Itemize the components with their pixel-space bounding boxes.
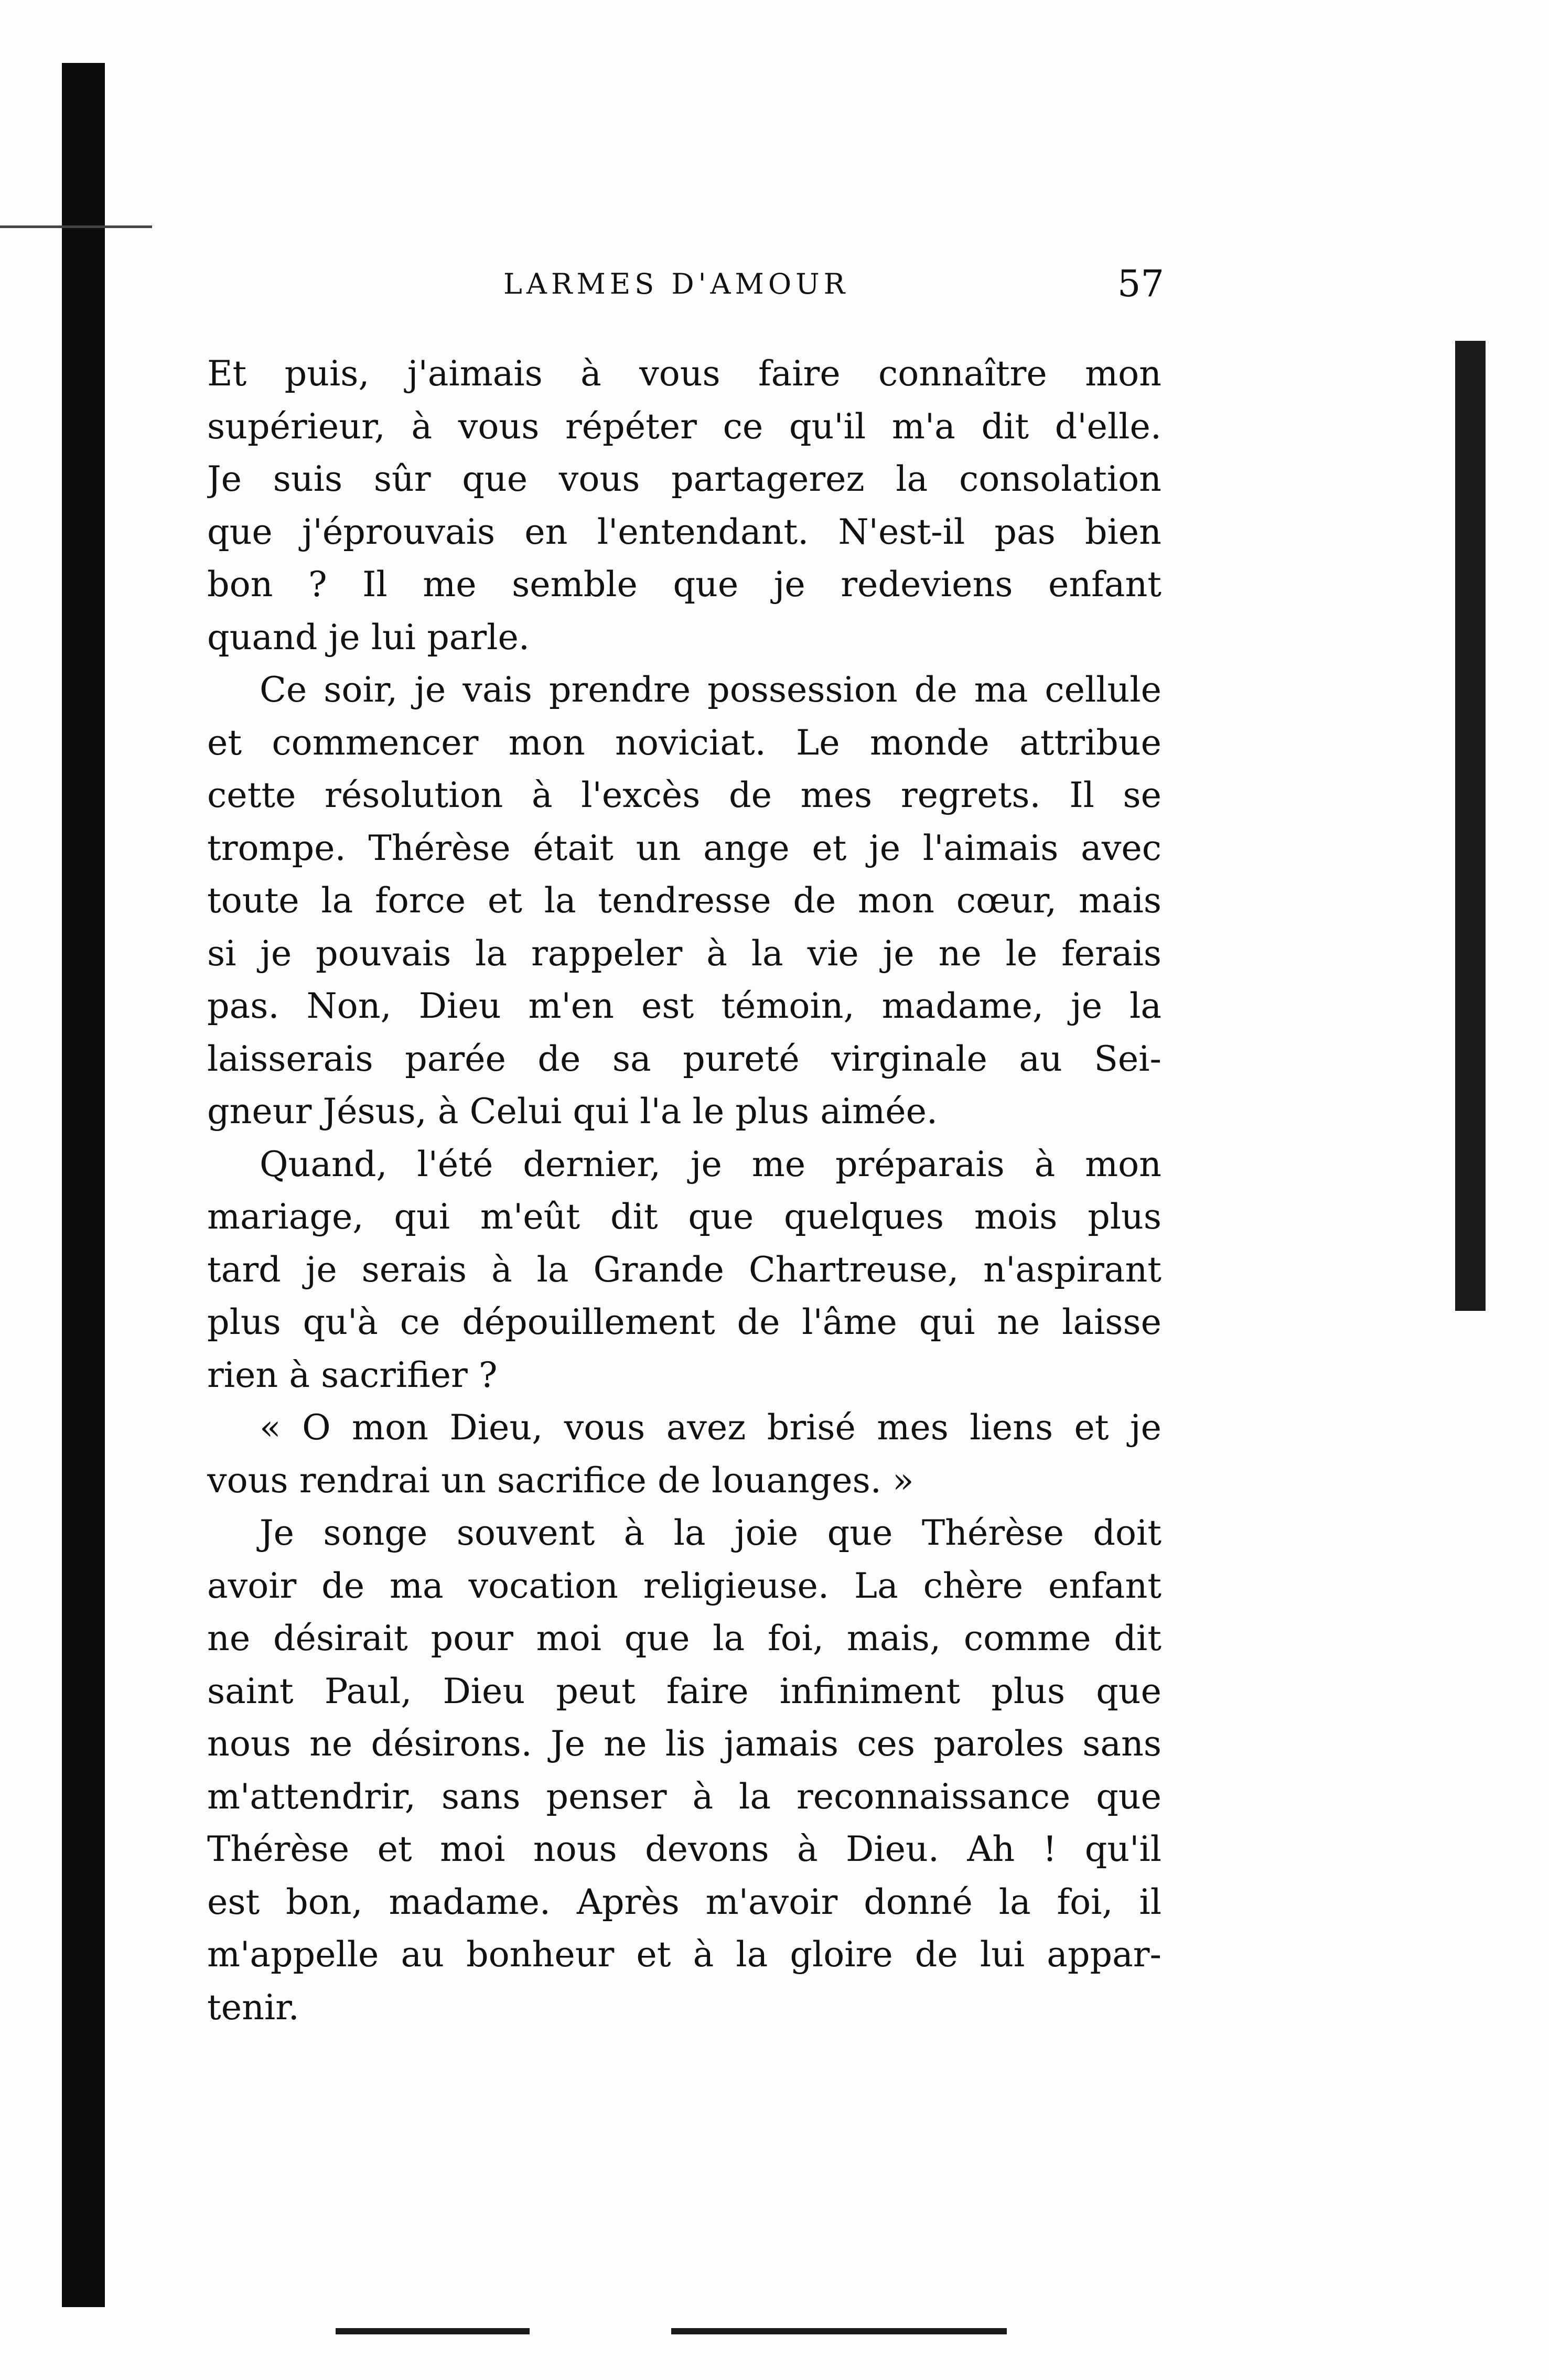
- text-line: et commencer mon noviciat. Le monde attribue: [207, 721, 1161, 763]
- text-line: vous rendrai un sacrifice de louanges. »: [207, 1459, 914, 1501]
- text-line: m'attendrir, sans penser à la reconnaissance que: [207, 1775, 1161, 1817]
- text-line: avoir de ma vocation religieuse. La chère enfant: [207, 1565, 1161, 1606]
- body-text: [207, 347, 1161, 2033]
- text-line: Ce soir, je vais prendre possession de ma cellule: [260, 669, 1161, 710]
- text-line: nous ne désirons. Je ne lis jamais ces paroles sans: [207, 1723, 1161, 1764]
- text-line: bon ? Il me semble que je redeviens enfant: [207, 564, 1161, 605]
- text-line: cette résolution à l'excès de mes regrets. Il se: [207, 774, 1161, 815]
- text-line: que j'éprouvais en l'entendant. N'est-il pas bien: [207, 511, 1161, 552]
- text-line: « O mon Dieu, vous avez brisé mes liens et je: [260, 1407, 1161, 1448]
- text-line: quand je lui parle.: [207, 616, 530, 658]
- text-line: Je songe souvent à la joie que Thérèse doit: [260, 1512, 1161, 1553]
- text-line: pas. Non, Dieu m'en est témoin, madame, je la: [207, 985, 1161, 1026]
- text-line: laisserais parée de sa pureté virginale au Sei-: [207, 1038, 1161, 1079]
- text-line: Quand, l'été dernier, je me préparais à mon: [260, 1143, 1161, 1184]
- text-line: tenir.: [207, 1986, 299, 2028]
- text-line: saint Paul, Dieu peut faire infiniment plus que: [207, 1670, 1161, 1711]
- text-line: rien à sacrifier ?: [207, 1354, 498, 1395]
- text-line: Thérèse et moi nous devons à Dieu. Ah ! qu'il: [207, 1828, 1161, 1869]
- page-number: 57: [1117, 262, 1164, 305]
- text-line: trompe. Thérèse était un ange et je l'aimais avec: [207, 827, 1161, 868]
- scan-artifact-rule: [509, 2328, 530, 2334]
- scan-artifact-line: [0, 225, 152, 228]
- text-line: m'appelle au bonheur et à la gloire de lui appar-: [207, 1934, 1161, 1975]
- running-title: LARMES D'AMOUR: [503, 267, 849, 300]
- binding-shadow-right: [1455, 341, 1486, 1311]
- text-line: gneur Jésus, à Celui qui l'a le plus aimée.: [207, 1091, 938, 1132]
- text-line: ne désirait pour moi que la foi, mais, comme dit: [207, 1618, 1161, 1659]
- binding-shadow-left: [62, 63, 105, 2307]
- scan-artifact-rule: [671, 2328, 1007, 2334]
- text-line: plus qu'à ce dépouillement de l'âme qui ne laisse: [207, 1301, 1161, 1342]
- text-line: supérieur, à vous répéter ce qu'il m'a dit d'elle.: [207, 405, 1161, 447]
- text-line: mariage, qui m'eût dit que quelques mois plus: [207, 1196, 1161, 1237]
- text-line: Je suis sûr que vous partagerez la consolation: [207, 458, 1161, 499]
- text-line: tard je serais à la Grande Chartreuse, n'aspirant: [207, 1248, 1161, 1290]
- scan-artifact-rule: [336, 2328, 514, 2334]
- text-line: si je pouvais la rappeler à la vie je ne le ferais: [207, 932, 1161, 974]
- text-line: toute la force et la tendresse de mon cœur, mais: [207, 880, 1161, 921]
- text-line: Et puis, j'aimais à vous faire connaître mon: [207, 353, 1161, 394]
- text-line: est bon, madame. Après m'avoir donné la foi, il: [207, 1881, 1161, 1922]
- page-header: [503, 262, 1164, 309]
